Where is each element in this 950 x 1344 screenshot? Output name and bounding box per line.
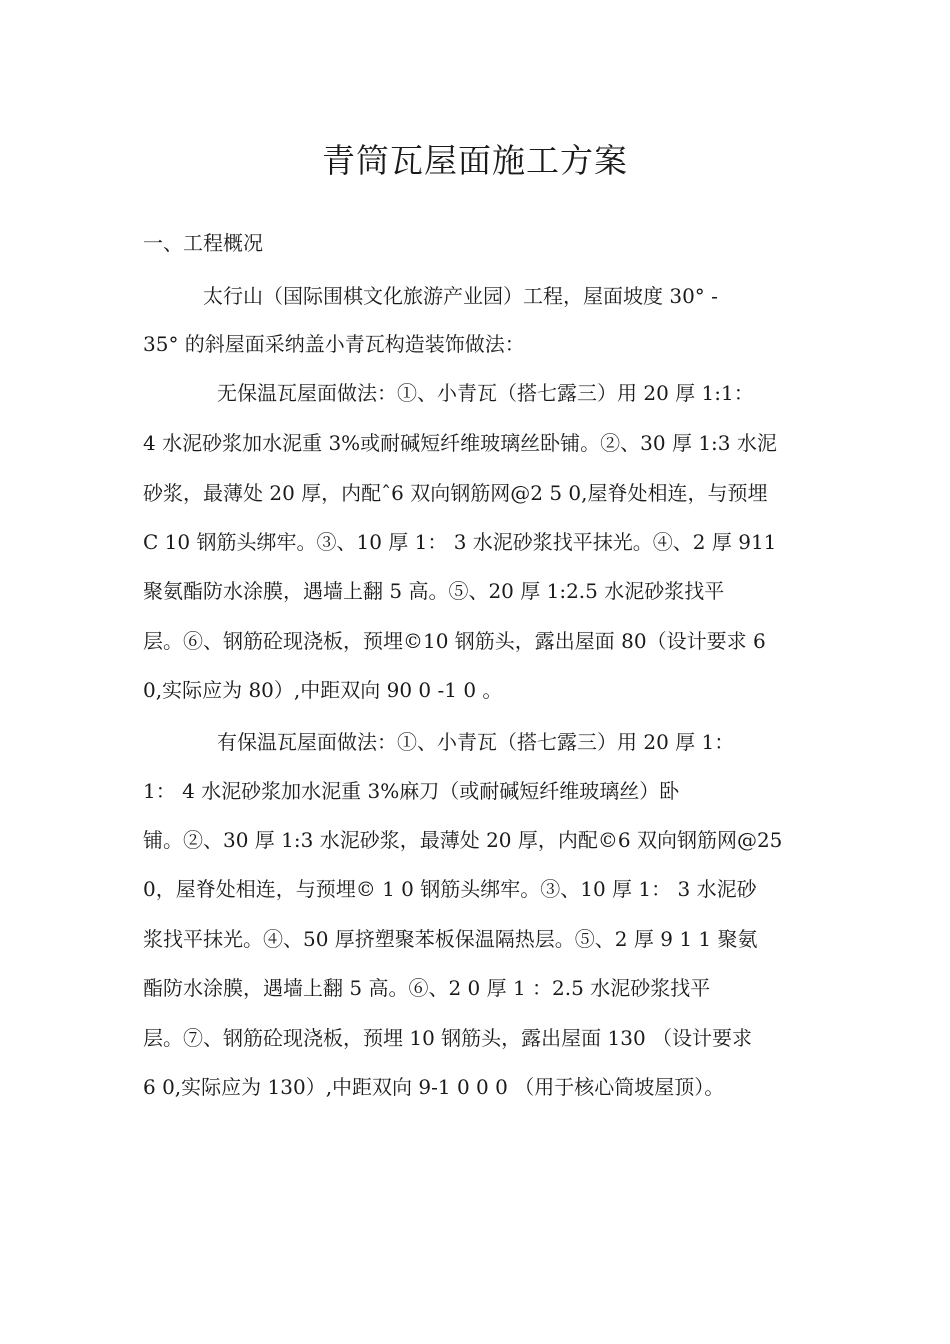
paragraph-insulated-line-8: 6 0,实际应为 130）,中距双向 9-1 0 0 0 （用于核心筒坡屋顶）。 xyxy=(143,1075,725,1099)
paragraph-insulated-line-3: 铺。②、30 厚 1:3 水泥砂浆，最薄处 20 厚，内配©6 双向钢筋网@25 xyxy=(143,828,783,852)
document-title: 青筒瓦屋面施工方案 xyxy=(322,141,628,180)
paragraph-no-insulation-line-6: 层。⑥、钢筋砼现浇板，预埋©10 钢筋头，露出屋面 80（设计要求 6 xyxy=(143,629,766,653)
paragraph-insulated-line-6: 酯防水涂膜，遇墙上翻 5 高。⑥、2 0 厚 1 ：2.5 水泥砂浆找平 xyxy=(143,976,711,1000)
section-heading-project-overview: 一、工程概况 xyxy=(143,231,263,255)
paragraph-insulated-line-1: 有保温瓦屋面做法：①、小青瓦（搭七露三）用 20 厚 1： xyxy=(217,730,735,754)
paragraph-overview-line-1: 太行山（国际围棋文化旅游产业园）工程，屋面坡度 30° - xyxy=(203,284,718,308)
paragraph-no-insulation-line-5: 聚氨酯防水涂膜，遇墙上翻 5 高。⑤、20 厚 1:2.5 水泥砂浆找平 xyxy=(143,579,725,603)
paragraph-no-insulation-line-1: 无保温瓦屋面做法：①、小青瓦（搭七露三）用 20 厚 1:1： xyxy=(217,381,754,405)
paragraph-no-insulation-line-7: 0,实际应为 80）,中距双向 90 0 -1 0 。 xyxy=(143,678,503,702)
paragraph-no-insulation-line-3: 砂浆，最薄处 20 厚，内配ˆ6 双向钢筋网@2 5 0,屋脊处相连，与预埋 xyxy=(143,481,768,505)
paragraph-no-insulation-line-2: 4 水泥砂浆加水泥重 3%或耐碱短纤维玻璃丝卧铺。②、30 厚 1:3 水泥 xyxy=(143,431,777,455)
paragraph-insulated-line-5: 浆找平抹光。④、50 厚挤塑聚苯板保温隔热层。⑤、2 厚 9 1 1 聚氨 xyxy=(143,927,758,951)
paragraph-insulated-line-4: 0，屋脊处相连，与预埋© 1 0 钢筋头绑牢。③、10 厚 1： 3 水泥砂 xyxy=(143,877,757,901)
paragraph-insulated-line-7: 层。⑦、钢筋砼现浇板，预埋 10 钢筋头，露出屋面 130 （设计要求 xyxy=(143,1026,753,1050)
paragraph-no-insulation-line-4: C 10 钢筋头绑牢。③、10 厚 1： 3 水泥砂浆找平抹光。④、2 厚 911 xyxy=(143,530,777,554)
paragraph-insulated-line-2: 1： 4 水泥砂浆加水泥重 3%麻刀（或耐碱短纤维玻璃丝）卧 xyxy=(143,779,680,803)
paragraph-overview-line-2: 35° 的斜屋面采纳盖小青瓦构造装饰做法： xyxy=(143,332,525,356)
